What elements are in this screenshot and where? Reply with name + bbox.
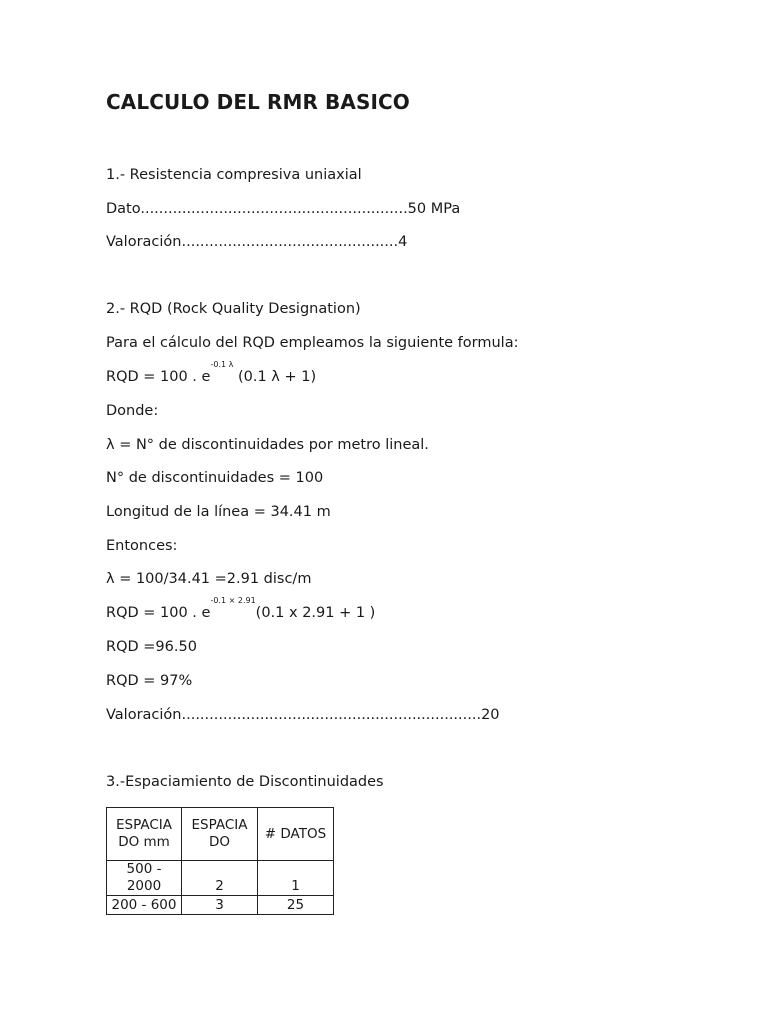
section3-heading: 3.-Espaciamiento de Discontinuidades: [106, 774, 384, 790]
rqd-formula-pre: RQD = 100 . e: [106, 369, 211, 385]
rqd-calc-exponent: -0.1 × 2.91: [210, 596, 256, 605]
spacing-table: [106, 807, 334, 915]
section2-valoracion: Valoración.................................................................20: [106, 707, 500, 723]
header-cell: ESPACIA DO mm: [107, 808, 182, 861]
section2-heading: 2.- RQD (Rock Quality Designation): [106, 301, 361, 317]
table-row: [107, 896, 334, 915]
section1-dato: Dato..........................................................50 MPa: [106, 201, 461, 217]
rqd-calc-post: (0.1 x 2.91 + 1 ): [255, 605, 376, 621]
rqd-formula: [106, 360, 317, 387]
header-cell: # DATOS: [258, 808, 334, 861]
table-cell: 200 - 600: [107, 896, 182, 915]
table-cell: 2: [182, 861, 258, 896]
table-row: [107, 861, 334, 896]
table-cell: 1: [258, 861, 334, 896]
header-cell: ESPACIA DO: [182, 808, 258, 861]
table-cell: 25: [258, 896, 334, 915]
table-cell: 3: [182, 896, 258, 915]
rqd-result-1: RQD =96.50: [106, 639, 197, 655]
section2-intro: Para el cálculo del RQD empleamos la siguiente formula:: [106, 335, 519, 351]
page-title: CALCULO DEL RMR BASICO: [106, 90, 410, 114]
lambda-calculation: λ = 100/34.41 =2.91 disc/m: [106, 571, 312, 587]
line-length: Longitud de la línea = 34.41 m: [106, 504, 331, 520]
table-cell: 500 - 2000: [107, 861, 182, 896]
rqd-result-2: RQD = 97%: [106, 673, 193, 689]
rqd-formula-post: (0.1 λ + 1): [233, 369, 317, 385]
discontinuities-count: N° de discontinuidades = 100: [106, 470, 324, 486]
table-header-row: [107, 808, 334, 861]
rqd-formula-exponent: -0.1 λ: [210, 360, 234, 369]
lambda-definition: λ = N° de discontinuidades por metro lineal.: [106, 437, 429, 453]
section1-valoracion: Valoración...............................................4: [106, 234, 408, 250]
rqd-calc-pre: RQD = 100 . e: [106, 605, 211, 621]
section1-heading: 1.- Resistencia compresiva uniaxial: [106, 167, 362, 183]
donde-label: Donde:: [106, 403, 159, 419]
entonces-label: Entonces:: [106, 538, 178, 554]
